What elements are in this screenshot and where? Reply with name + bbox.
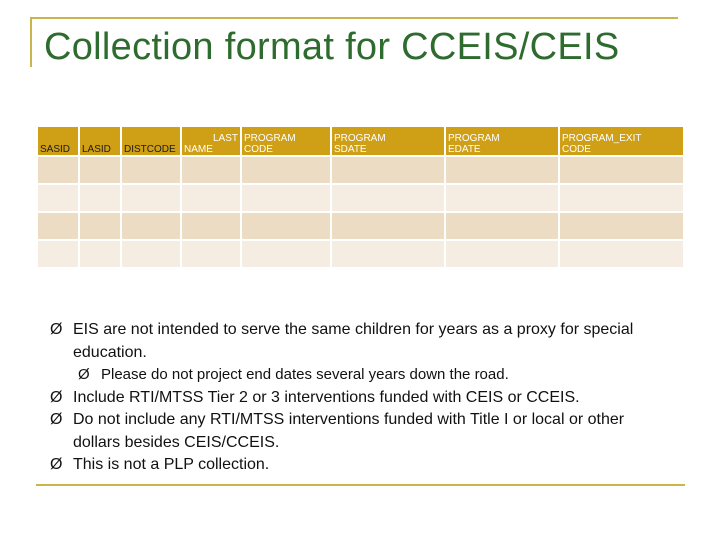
table-row [37,156,684,184]
arrow-bullet-icon: Ø [78,366,90,383]
table-cell [121,156,181,184]
table-row [37,184,684,212]
arrow-bullet-icon: Ø [50,456,63,473]
header-sasid: SASID [37,126,79,156]
table-header-row [37,126,684,156]
footer-divider [36,484,685,486]
arrow-bullet-icon: Ø [50,411,63,428]
bullet-text: Include RTI/MTSS Tier 2 or 3 interventions funded with CEIS or CCEIS. [73,388,580,406]
bullet-text: Please do not project end dates several years down the road. [101,366,509,383]
table-cell [181,240,241,268]
table-cell [37,156,79,184]
table-cell [181,212,241,240]
table-row [37,212,684,240]
table-cell [559,212,684,240]
bullet-item [50,319,670,364]
header-program-edate: PROGRAM EDATE [445,126,559,156]
table-cell [181,184,241,212]
table-cell [331,156,445,184]
frame-left-line [30,17,32,67]
table-cell [121,240,181,268]
table-cell [121,184,181,212]
arrow-bullet-icon: Ø [50,388,63,406]
sub-bullet-item [50,364,670,387]
frame-top-line [30,17,678,19]
header-program-sdate: PROGRAM SDATE [331,126,445,156]
table-cell [331,212,445,240]
header-distcode: DISTCODE [121,126,181,156]
table-cell [79,184,121,212]
table-cell [79,156,121,184]
table-cell [37,212,79,240]
table-cell [241,212,331,240]
bullet-item [50,409,670,454]
table-cell [445,156,559,184]
header-program-exit-code: PROGRAM_EXIT CODE [559,126,684,156]
slide-title: Collection format for CCEIS/CEIS [44,26,620,68]
table-cell [445,240,559,268]
bullet-list [50,319,670,477]
table-cell [241,240,331,268]
table-cell [559,240,684,268]
table-cell [559,156,684,184]
bullet-text: EIS are not intended to serve the same children for years as a proxy for special education. [73,321,634,361]
table-cell [445,184,559,212]
table-cell [559,184,684,212]
table-cell [181,156,241,184]
table-cell [241,156,331,184]
table-cell [445,212,559,240]
header-lasid: LASID [79,126,121,156]
table-cell [37,240,79,268]
table-cell [241,184,331,212]
table-cell [121,212,181,240]
table-cell [79,212,121,240]
table-row [37,240,684,268]
bullet-text: This is not a PLP collection. [73,456,270,473]
bullet-item [50,454,670,477]
header-program-code: PROGRAM CODE [241,126,331,156]
header-last-name: LAST NAME [181,126,241,156]
table-cell [331,240,445,268]
collection-format-table [36,125,685,269]
table-cell [79,240,121,268]
arrow-bullet-icon: Ø [50,321,63,338]
bullet-text: Do not include any RTI/MTSS interventions funded with Title I or local or other dollars besides CEIS/CCEIS. [73,411,625,451]
bullet-item [50,387,670,410]
table-cell [331,184,445,212]
table-cell [37,184,79,212]
